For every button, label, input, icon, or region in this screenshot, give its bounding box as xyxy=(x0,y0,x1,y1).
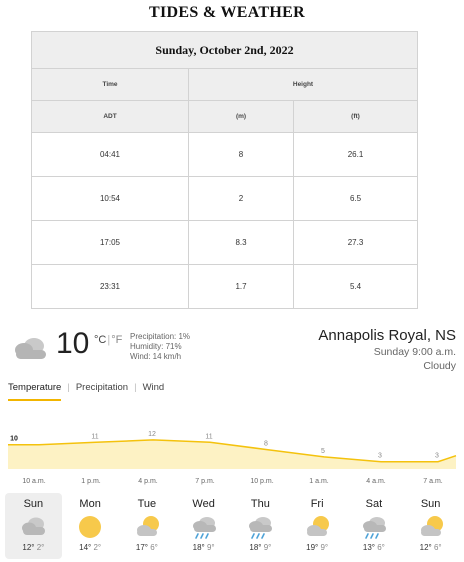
forecast-low: 9° xyxy=(263,543,272,552)
current-temperature: 10 xyxy=(56,327,90,360)
forecast-high: 12° xyxy=(419,543,434,552)
tab-precipitation[interactable]: Precipitation xyxy=(75,382,129,393)
tides-table xyxy=(31,31,418,309)
hour-label: 4 a.m. xyxy=(366,478,386,485)
forecast-high: 17° xyxy=(135,543,151,552)
meters-header: (m) xyxy=(189,101,294,133)
forecast-low: 2° xyxy=(36,543,45,552)
temperature-label: 10 xyxy=(10,435,18,443)
hour-label: 1 a.m. xyxy=(309,478,329,485)
cloudy-icon xyxy=(18,514,48,540)
tides-date-row xyxy=(32,32,418,69)
tide-time: 04:41 xyxy=(32,133,189,177)
timezone-header: ADT xyxy=(32,101,189,133)
hour-label: 10 p.m. xyxy=(250,478,274,485)
forecast-low: 6° xyxy=(377,543,385,552)
forecast-temps xyxy=(346,543,403,552)
sunny-icon xyxy=(75,514,105,540)
hour-label: 1 p.m. xyxy=(81,478,101,485)
temperature-label: 11 xyxy=(205,433,213,441)
partly-cloudy-icon xyxy=(416,514,446,540)
table-row xyxy=(32,177,418,221)
tide-height-ft: 5.4 xyxy=(294,265,418,309)
tide-height-ft: 26.1 xyxy=(294,133,418,177)
forecast-day[interactable] xyxy=(289,493,346,559)
daily-forecast xyxy=(5,493,459,559)
forecast-high: 18° xyxy=(192,543,207,552)
forecast-day-name: Mon xyxy=(79,498,101,510)
humidity-value: Humidity: 71% xyxy=(130,342,182,351)
forecast-day-name: Sun xyxy=(420,498,441,510)
temperature-label: 3 xyxy=(378,452,382,460)
forecast-temps xyxy=(175,543,232,552)
forecast-low: 6° xyxy=(433,543,442,552)
location-block xyxy=(318,327,456,372)
tab-divider: | xyxy=(134,382,137,393)
tides-header-row xyxy=(32,69,418,101)
height-header: Height xyxy=(189,69,418,101)
hour-label: 7 a.m. xyxy=(423,478,443,485)
tides-title: TIDES & WEATHER xyxy=(149,4,305,21)
tide-time: 23:31 xyxy=(32,265,189,309)
location-name: Annapolis Royal, NS xyxy=(318,327,456,344)
forecast-temps xyxy=(5,543,62,552)
hour-label: 4 p.m. xyxy=(138,478,158,485)
hour-label: 10 a.m. xyxy=(22,478,46,485)
forecast-day-name: Tue xyxy=(137,498,157,510)
forecast-day[interactable] xyxy=(232,493,289,559)
forecast-temps xyxy=(289,543,346,552)
temperature-label: 3 xyxy=(435,452,439,460)
current-conditions xyxy=(130,332,190,362)
forecast-high: 19° xyxy=(306,543,321,552)
forecast-high: 14° xyxy=(79,543,94,552)
forecast-low: 2° xyxy=(93,543,102,552)
temperature-label: 5 xyxy=(321,447,325,455)
wind-value: Wind: 14 km/h xyxy=(130,352,182,361)
location-time: Sunday 9:00 a.m. xyxy=(373,346,456,358)
tide-height-m: 1.7 xyxy=(189,265,294,309)
tide-time: 17:05 xyxy=(32,221,189,265)
fahrenheit-unit[interactable]: °F xyxy=(111,334,123,346)
temperature-chart xyxy=(0,425,464,475)
tide-time: 10:54 xyxy=(32,177,189,221)
forecast-high: 13° xyxy=(362,543,378,552)
forecast-high: 12° xyxy=(22,543,37,552)
forecast-day[interactable] xyxy=(402,493,459,559)
unit-separator: | xyxy=(107,334,111,346)
forecast-day[interactable] xyxy=(119,493,176,559)
tide-height-m: 8 xyxy=(189,133,294,177)
forecast-temps xyxy=(402,543,459,552)
forecast-day-name: Sun xyxy=(23,498,44,510)
temperature-label: 8 xyxy=(264,440,268,448)
weather-description: Cloudy xyxy=(423,360,456,372)
forecast-day[interactable] xyxy=(62,493,119,559)
tides-date: Sunday, October 2nd, 2022 xyxy=(32,32,418,69)
rain-icon xyxy=(245,514,275,540)
rain-icon xyxy=(359,514,389,540)
forecast-day-name: Thu xyxy=(250,498,270,510)
forecast-temps xyxy=(232,543,289,552)
forecast-day[interactable] xyxy=(5,493,62,559)
tides-subheader-row xyxy=(32,101,418,133)
partly-cloudy-icon xyxy=(302,514,332,540)
temperature-area xyxy=(8,440,456,469)
forecast-low: 6° xyxy=(150,543,158,552)
weather-tabs xyxy=(8,382,164,401)
tide-height-m: 8.3 xyxy=(189,221,294,265)
celsius-unit[interactable]: °C xyxy=(94,334,107,346)
forecast-day[interactable] xyxy=(346,493,403,559)
partly-cloudy-icon xyxy=(132,514,162,540)
hour-label: 7 p.m. xyxy=(195,478,215,485)
forecast-day-name: Sat xyxy=(365,498,383,510)
table-row xyxy=(32,221,418,265)
tide-height-ft: 6.5 xyxy=(294,177,418,221)
tab-divider: | xyxy=(67,382,70,393)
temperature-label: 12 xyxy=(148,430,156,438)
forecast-temps xyxy=(62,543,119,552)
forecast-high: 18° xyxy=(249,543,264,552)
time-header: Time xyxy=(32,69,189,101)
forecast-day-name: Fri xyxy=(310,498,324,510)
forecast-low: 9° xyxy=(320,543,329,552)
cloudy-icon xyxy=(10,335,48,361)
forecast-day[interactable] xyxy=(175,493,232,559)
tide-height-ft: 27.3 xyxy=(294,221,418,265)
rain-icon xyxy=(189,514,219,540)
forecast-day-name: Wed xyxy=(192,498,215,510)
forecast-low: 9° xyxy=(206,543,215,552)
table-row xyxy=(32,265,418,309)
temperature-label: 11 xyxy=(91,433,99,441)
tide-height-m: 2 xyxy=(189,177,294,221)
unit-toggle[interactable] xyxy=(94,334,122,346)
hour-axis xyxy=(0,478,464,490)
table-row xyxy=(32,133,418,177)
precipitation-value: Precipitation: 1% xyxy=(130,332,191,341)
forecast-temps xyxy=(119,543,176,552)
tab-temperature[interactable]: Temperature xyxy=(8,382,61,401)
feet-header: (ft) xyxy=(294,101,418,133)
tab-wind[interactable]: Wind xyxy=(142,382,165,393)
